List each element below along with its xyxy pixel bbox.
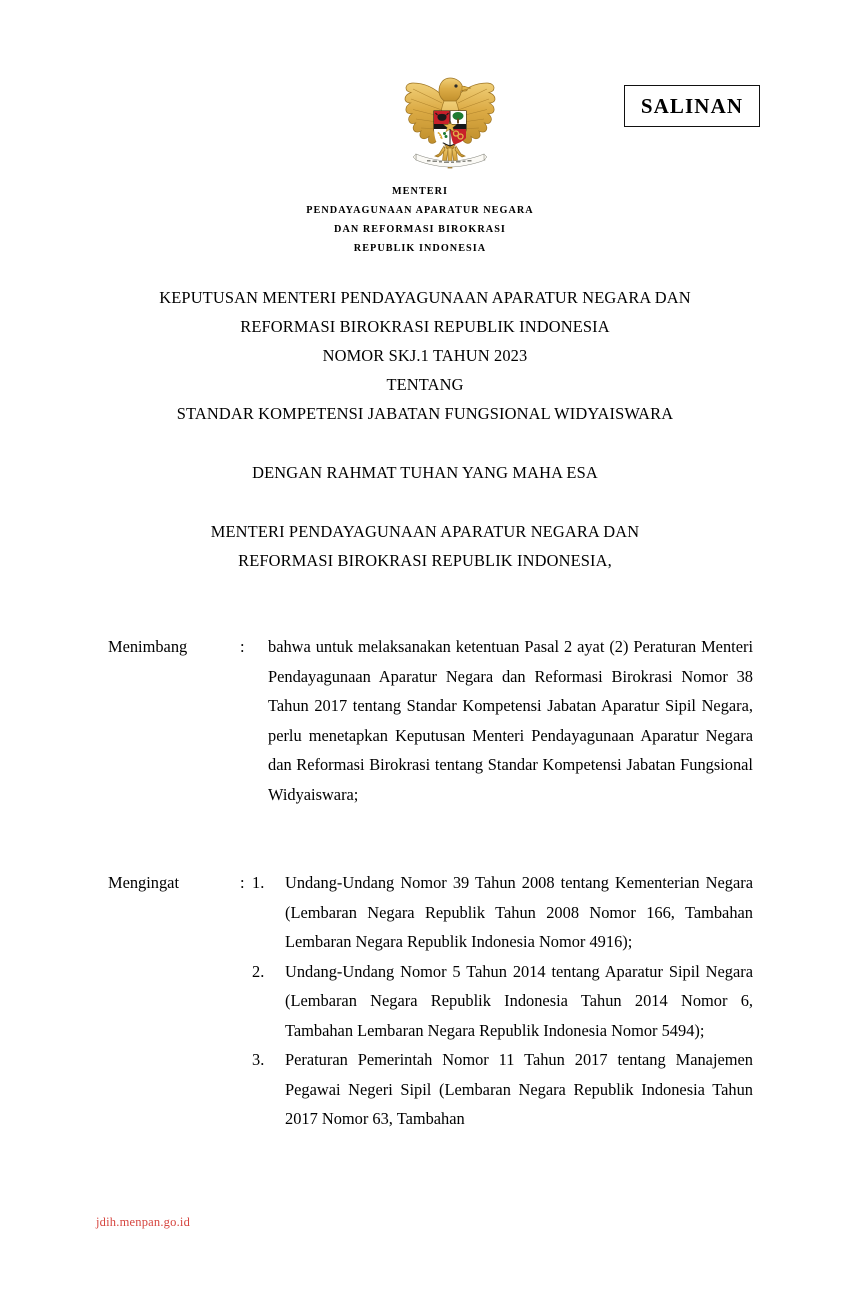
- list-item-text: Undang-Undang Nomor 39 Tahun 2008 tentang Kementerian Negara (Lembaran Negara Republik Tahun 2008 Nomor 166, Tambahan Lembaran Negara Republik Indonesia Nomor 4916);: [285, 873, 753, 951]
- list-item-text: Peraturan Pemerintah Nomor 11 Tahun 2017 tentang Manajemen Pegawai Negeri Sipil (Lembaran Negara Republik Indonesia Tahun 2017 Nomor 63, Tambahan: [285, 1050, 753, 1128]
- ministry-header-line: REPUBLIK INDONESIA: [353, 243, 487, 254]
- list-item: [252, 868, 753, 957]
- ministry-header-line: DAN REFORMASI BIROKRASI: [334, 224, 506, 235]
- clause-mengingat-list: [252, 868, 753, 1134]
- clause-mengingat-label: Mengingat: [108, 873, 180, 892]
- list-item: [252, 1045, 753, 1134]
- document-title-line: REFORMASI BIROKRASI REPUBLIK INDONESIA: [240, 317, 610, 336]
- document-title-tentang: TENTANG: [386, 375, 464, 394]
- document-number: NOMOR SKJ.1 TAHUN 2023: [322, 346, 528, 365]
- invocation-line: DENGAN RAHMAT TUHAN YANG MAHA ESA: [252, 463, 598, 482]
- clause-menimbang: [108, 632, 753, 809]
- invocation: [0, 458, 850, 487]
- document-title-line: KEPUTUSAN MENTERI PENDAYAGUNAAN APARATUR NEGARA DAN: [159, 288, 691, 307]
- list-item: [252, 957, 753, 1046]
- salinan-stamp-label: SALINAN: [640, 93, 744, 118]
- clause-menimbang-colon: :: [240, 637, 245, 656]
- document-subject: STANDAR KOMPETENSI JABATAN FUNGSIONAL WIDYAISWARA: [176, 404, 674, 423]
- clause-mengingat: [108, 868, 753, 1134]
- issuing-authority: [0, 517, 850, 575]
- jdih-watermark: jdih.menpan.go.id: [96, 1215, 191, 1229]
- issuing-authority-line: REFORMASI BIROKRASI REPUBLIK INDONESIA,: [238, 551, 612, 570]
- garuda-pancasila-emblem: [396, 68, 504, 180]
- list-item-number: 1.: [252, 873, 265, 892]
- document-title: [0, 283, 850, 428]
- clause-mengingat-colon: :: [240, 873, 245, 892]
- ministry-header-line: MENTERI: [391, 186, 449, 197]
- list-item-number: 3.: [252, 1050, 265, 1069]
- clause-menimbang-label: Menimbang: [108, 637, 188, 656]
- clause-menimbang-text: bahwa untuk melaksanakan ketentuan Pasal 2 ayat (2) Peraturan Menteri Pendayagunaan Aparatur Negara dan Reformasi Birokrasi Nomor 38 Tahun 2017 tentang Standar Kompetensi Jabatan Aparatur Sipil Negara, perlu menetapkan Keputusan Menteri Pendayagunaan Aparatur Negara dan Reformasi Birokrasi tentang Standar Kompetensi Jabatan Fungsional Widyaiswara;: [268, 637, 753, 804]
- ministry-header: [0, 182, 845, 258]
- list-item-number: 2.: [252, 961, 265, 981]
- list-item-text: Undang-Undang Nomor 5 Tahun 2014 tentang Aparatur Sipil Negara (Lembaran Negara Republik Indonesia Tahun 2014 Nomor 6, Tambahan Lembaran Negara Republik Indonesia Nomor 5494);: [285, 961, 753, 1040]
- issuing-authority-line: MENTERI PENDAYAGUNAAN APARATUR NEGARA DAN: [210, 522, 640, 541]
- salinan-stamp: [624, 85, 760, 127]
- ministry-header-line: PENDAYAGUNAAN APARATUR NEGARA: [306, 205, 534, 216]
- clause-menimbang-body: [268, 632, 753, 809]
